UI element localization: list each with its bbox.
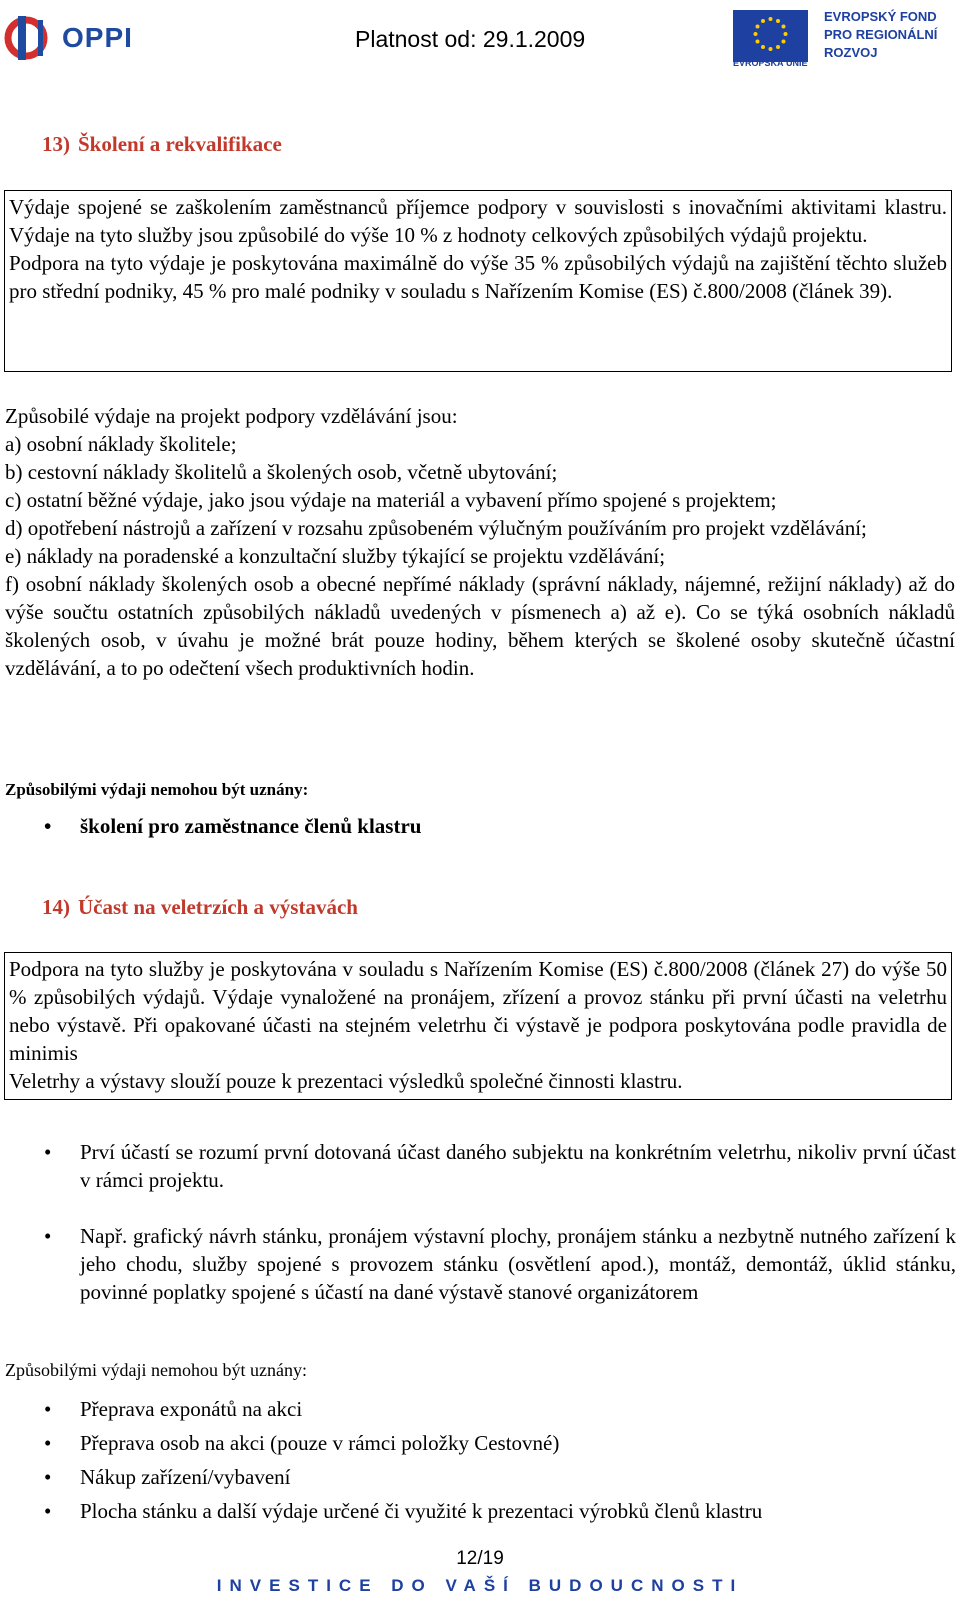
list-item — [44, 812, 956, 840]
box-paragraph: Podpora na tyto výdaje je poskytována maximálně do výše 35 % způsobilých výdajů na zajištění těchto služeb pro střední podniky, 45 % pro malé podniky v souladu s Nařízením Komise (ES) č.800/2008 (článek 39). — [9, 251, 947, 303]
fund-line: PRO REGIONÁLNÍ — [824, 27, 938, 42]
bullet-icon: • — [44, 1397, 52, 1421]
section-14-box — [4, 952, 952, 1100]
list-item-text: Prví účastí se rozumí první dotovaná účast daného subjektu na konkrétním veletrhu, nikoliv první účast v rámci projektu. — [80, 1140, 956, 1192]
validity-date: Platnost od: 29.1.2009 — [355, 26, 586, 52]
bullet-icon: • — [44, 1465, 52, 1489]
list-item-text: Např. grafický návrh stánku, pronájem výstavní plochy, pronájem stánku a nezbytně nutného zařízení k jeho chodu, služby spojené s provozem stánku (osvětlení apod.), montáž, demontáž, úklid stánku, povinné poplatky spojené s účastí na dané výstavě stanové organizátorem — [80, 1224, 956, 1304]
bullet-icon: • — [44, 1499, 52, 1523]
fund-line: ROZVOJ — [824, 45, 878, 60]
page-number: 12/19 — [456, 1548, 504, 1569]
list-item — [44, 1460, 956, 1494]
eligible-line: Způsobilé výdaje na projekt podpory vzdělávání jsou: — [5, 404, 458, 428]
fund-line: EVROPSKÝ FOND — [824, 9, 937, 24]
section-13-box — [4, 190, 952, 372]
section-title: Školení a rekvalifikace — [78, 132, 282, 156]
ineligible-list — [44, 812, 956, 840]
eu-union-label: EVROPSKÁ UNIE — [733, 58, 808, 68]
section-title: Účast na veletrzích a výstavách — [78, 895, 358, 919]
eligible-line: b) cestovní náklady školitelů a školených osob, včetně ubytování; — [5, 460, 558, 484]
eligible-line: c) ostatní běžné výdaje, jako jsou výdaje na materiál a vybavení přímo spojené s projektem; — [5, 488, 777, 512]
list-item — [44, 1392, 956, 1426]
bullet-icon: • — [44, 1140, 52, 1164]
section-14-heading — [42, 895, 358, 920]
oppi-logo-text: OPPI — [62, 22, 133, 53]
eu-fund-label — [824, 8, 937, 62]
ineligible-heading: Způsobilými výdaji nemohou být uznány: — [5, 780, 309, 799]
bullet-icon: • — [44, 1224, 52, 1248]
box-paragraph: Veletrhy a výstavy slouží pouze k prezentaci výsledků společné činnosti klastru. — [9, 1069, 683, 1093]
eligible-line: d) opotřebení nástrojů a zařízení v rozsahu způsobeném výlučným používáním pro projekt vzdělávání; — [5, 516, 867, 540]
list-item-text: Přeprava exponátů na akci — [80, 1397, 303, 1421]
box-paragraph: Podpora na tyto služby je poskytována v souladu s Nařízením Komise (ES) č.800/2008 (článek 27) do výše 50 % způsobilých výdajů. Výdaje vynaložené na pronájem, zřízení a provoz stánku při první účasti na veletrhu nebo výstavě. Při opakované účasti na stejném veletrhu či výstavě je podpora poskytována podle pravidla de minimis — [9, 957, 947, 1065]
bullet-icon: • — [44, 1431, 52, 1455]
list-item-text: školení pro zaměstnance členů klastru — [80, 814, 422, 838]
eligible-line: e) náklady na poradenské a konzultační služby týkající se projektu vzdělávání; — [5, 544, 666, 568]
section-13-heading — [42, 132, 282, 157]
box-paragraph: Výdaje spojené se zaškolením zaměstnanců příjemce podpory v souvislosti s inovačními aktivitami klastru. Výdaje na tyto služby jsou způsobilé do výše 10 % z hodnoty celkových způsobilých výdajů projektu. — [9, 195, 947, 247]
list-item-text: Přeprava osob na akci (pouze v rámci položky Cestovné) — [80, 1431, 560, 1455]
list-item — [44, 1494, 956, 1528]
list-item — [44, 1222, 956, 1306]
eligible-line: a) osobní náklady školitele; — [5, 432, 237, 456]
bullet-icon: • — [44, 814, 52, 838]
section-number: 13) — [42, 132, 70, 156]
ineligible-heading: Způsobilými výdaji nemohou být uznány: — [5, 1360, 307, 1380]
eligible-expenses-list — [5, 402, 955, 682]
list-item — [44, 1426, 956, 1460]
list-item-text: Nákup zařízení/vybavení — [80, 1465, 291, 1489]
ineligible-list — [44, 1392, 956, 1528]
eu-flag-icon — [733, 10, 808, 62]
list-item-text: Plocha stánku a další výdaje určené či využité k prezentaci výrobků členů klastru — [80, 1499, 763, 1523]
list-item — [44, 1138, 956, 1194]
page-header — [0, 0, 960, 80]
notes-list — [44, 1138, 956, 1306]
eligible-line: f) osobní náklady školených osob a obecné nepřímé náklady (správní náklady, nájemné, režijní náklady) až do výše součtu ostatních způsobilých nákladů uvedených v písmenech a) až e). Co se týká osobních nákladů školených osob, v úvahu je možné brát pouze hodiny, během kterých se školené osoby skutečně účastní vzdělávání, a to po odečtení všech produktivních hodin. — [5, 572, 955, 680]
section-number: 14) — [42, 895, 70, 919]
footer-slogan: INVESTICE DO VAŠÍ BUDOUCNOSTI — [216, 1576, 744, 1595]
